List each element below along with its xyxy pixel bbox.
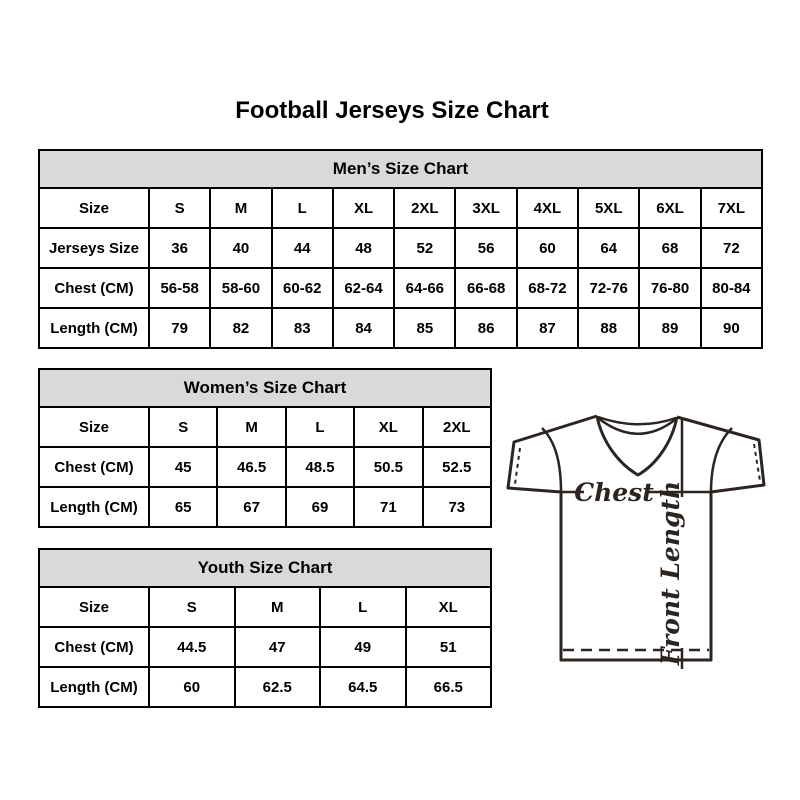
value-cell: 87	[517, 308, 578, 348]
value-cell: 46.5	[217, 447, 285, 487]
value-cell: 68-72	[517, 268, 578, 308]
value-cell: 80-84	[701, 268, 762, 308]
jersey-diagram-svg	[504, 402, 772, 694]
table-row	[39, 188, 762, 228]
value-cell: 52	[394, 228, 455, 268]
womens-size-table	[38, 368, 492, 528]
value-cell: 90	[701, 308, 762, 348]
value-cell: 36	[149, 228, 210, 268]
value-cell: L	[320, 587, 406, 627]
table-row	[39, 587, 491, 627]
value-cell: 2XL	[394, 188, 455, 228]
value-cell: 86	[455, 308, 516, 348]
value-cell: 50.5	[354, 447, 422, 487]
value-cell: XL	[406, 587, 492, 627]
mens-table-title: Men’s Size Chart	[39, 150, 762, 188]
value-cell: 66.5	[406, 667, 492, 707]
value-cell: 64	[578, 228, 639, 268]
table-row	[39, 627, 491, 667]
table-row	[39, 407, 491, 447]
value-cell: XL	[333, 188, 394, 228]
value-cell: 83	[272, 308, 333, 348]
value-cell: 49	[320, 627, 406, 667]
value-cell: 62-64	[333, 268, 394, 308]
womens-table-title: Women’s Size Chart	[39, 369, 491, 407]
table-row	[39, 268, 762, 308]
value-cell: S	[149, 407, 217, 447]
value-cell: L	[272, 188, 333, 228]
value-cell: 52.5	[423, 447, 491, 487]
value-cell: M	[217, 407, 285, 447]
chest-label: Chest	[574, 478, 654, 507]
value-cell: M	[235, 587, 321, 627]
value-cell: 89	[639, 308, 700, 348]
value-cell: 7XL	[701, 188, 762, 228]
jersey-measurement-diagram	[504, 402, 772, 699]
value-cell: 68	[639, 228, 700, 268]
value-cell: 5XL	[578, 188, 639, 228]
value-cell: L	[286, 407, 354, 447]
value-cell: 66-68	[455, 268, 516, 308]
row-label-cell: Length (CM)	[39, 667, 149, 707]
row-label-cell: Chest (CM)	[39, 268, 149, 308]
value-cell: 76-80	[639, 268, 700, 308]
value-cell: 67	[217, 487, 285, 527]
youth-table-title: Youth Size Chart	[39, 549, 491, 587]
row-label-cell: Size	[39, 587, 149, 627]
value-cell: 82	[210, 308, 271, 348]
table-header-row	[39, 369, 491, 407]
row-label-cell: Length (CM)	[39, 487, 149, 527]
value-cell: 62.5	[235, 667, 321, 707]
value-cell: 47	[235, 627, 321, 667]
front-length-label: Front Length	[656, 480, 685, 666]
value-cell: 72-76	[578, 268, 639, 308]
mens-size-table	[38, 149, 763, 349]
value-cell: 48	[333, 228, 394, 268]
row-label-cell: Jerseys Size	[39, 228, 149, 268]
value-cell: 85	[394, 308, 455, 348]
value-cell: 72	[701, 228, 762, 268]
value-cell: 88	[578, 308, 639, 348]
table-row	[39, 447, 491, 487]
value-cell: 45	[149, 447, 217, 487]
value-cell: 60-62	[272, 268, 333, 308]
sleeve-dash-left-icon	[515, 448, 520, 484]
collar-top-arc	[598, 417, 676, 424]
value-cell: XL	[354, 407, 422, 447]
value-cell: 65	[149, 487, 217, 527]
table-row	[39, 487, 491, 527]
armhole-seam-right	[711, 428, 732, 492]
value-cell: 44	[272, 228, 333, 268]
value-cell: 44.5	[149, 627, 235, 667]
value-cell: 2XL	[423, 407, 491, 447]
youth-size-table	[38, 548, 492, 708]
table-row	[39, 308, 762, 348]
value-cell: 48.5	[286, 447, 354, 487]
value-cell: 64-66	[394, 268, 455, 308]
table-row	[39, 667, 491, 707]
table-header-row	[39, 549, 491, 587]
page-title: Football Jerseys Size Chart	[235, 97, 549, 124]
value-cell: 60	[149, 667, 235, 707]
jersey-outline	[508, 416, 764, 660]
value-cell: S	[149, 587, 235, 627]
row-label-cell: Length (CM)	[39, 308, 149, 348]
value-cell: 58-60	[210, 268, 271, 308]
value-cell: 79	[149, 308, 210, 348]
value-cell: 56-58	[149, 268, 210, 308]
value-cell: 4XL	[517, 188, 578, 228]
value-cell: 73	[423, 487, 491, 527]
armhole-seam-left	[542, 428, 561, 492]
value-cell: 84	[333, 308, 394, 348]
value-cell: M	[210, 188, 271, 228]
value-cell: 60	[517, 228, 578, 268]
row-label-cell: Size	[39, 188, 149, 228]
row-label-cell: Size	[39, 407, 149, 447]
value-cell: 6XL	[639, 188, 700, 228]
row-label-cell: Chest (CM)	[39, 627, 149, 667]
value-cell: 64.5	[320, 667, 406, 707]
value-cell: 69	[286, 487, 354, 527]
value-cell: 40	[210, 228, 271, 268]
value-cell: 56	[455, 228, 516, 268]
value-cell: S	[149, 188, 210, 228]
row-label-cell: Chest (CM)	[39, 447, 149, 487]
value-cell: 71	[354, 487, 422, 527]
table-row	[39, 228, 762, 268]
value-cell: 51	[406, 627, 492, 667]
table-header-row	[39, 150, 762, 188]
value-cell: 3XL	[455, 188, 516, 228]
